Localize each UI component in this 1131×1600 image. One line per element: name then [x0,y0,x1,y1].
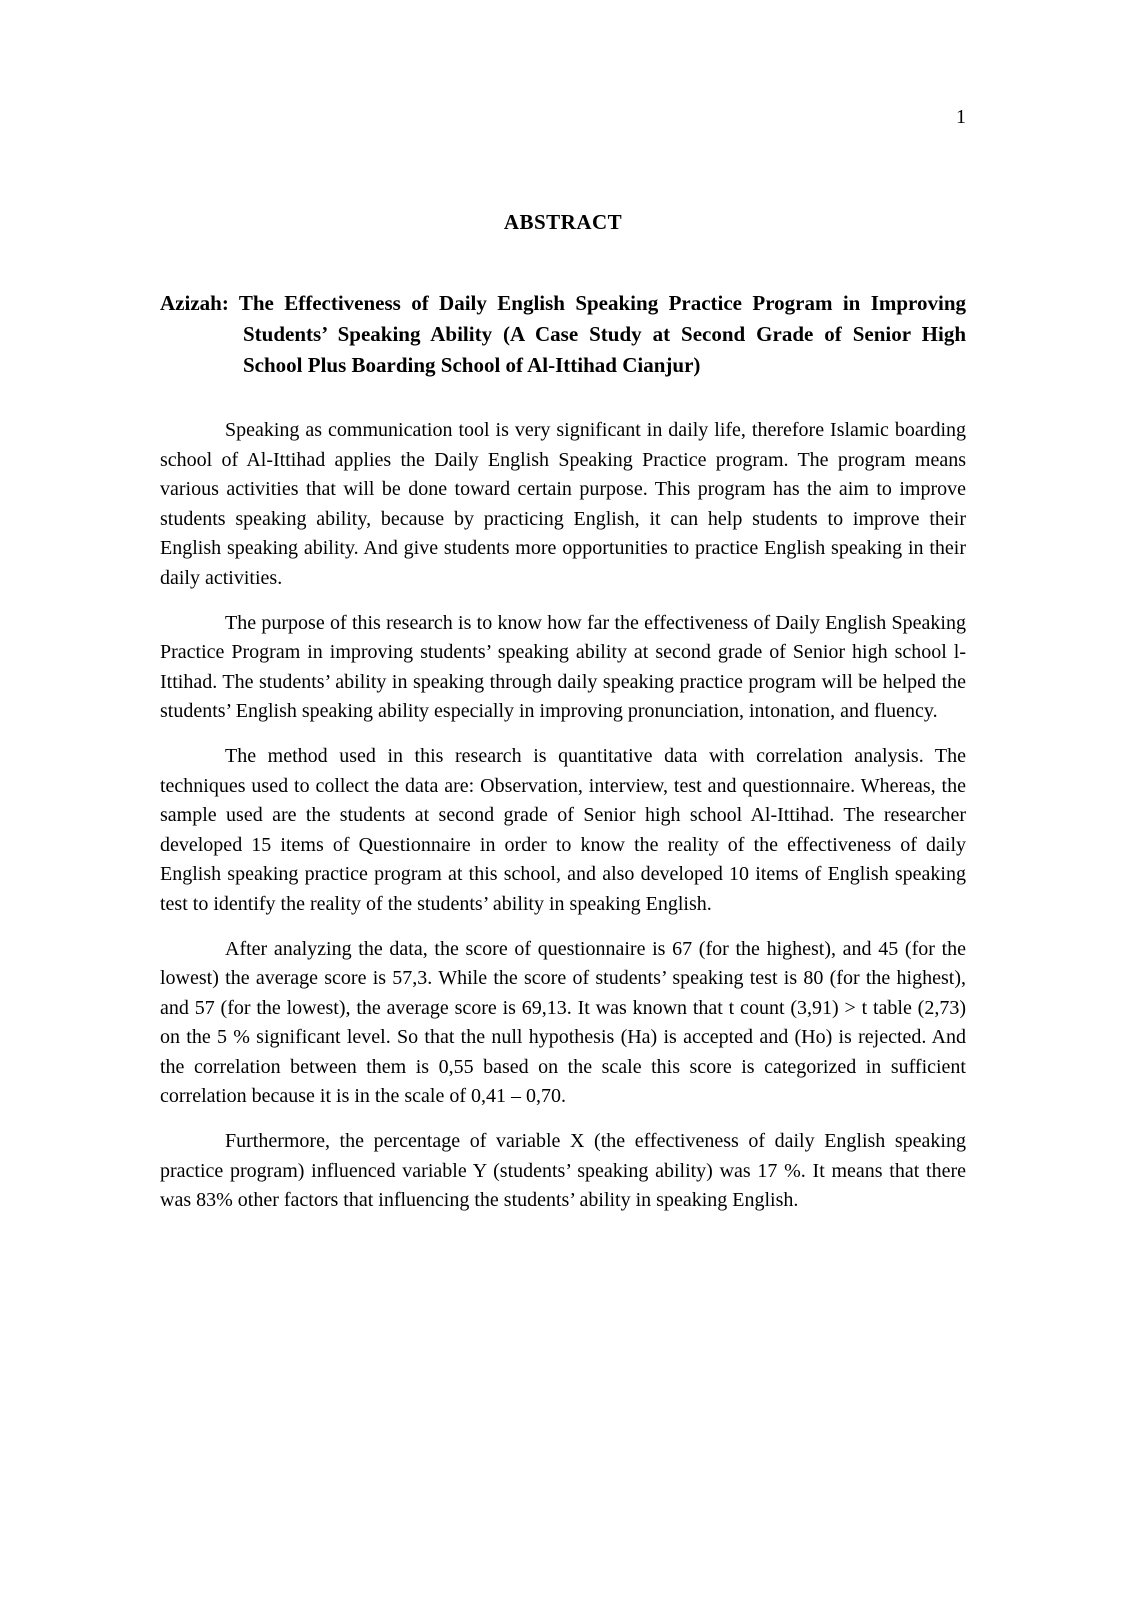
abstract-paragraph-5: Furthermore, the percentage of variable X (the effectiveness of daily English speaking practice program) influenced variable Y (students’ speaking ability) was 17 %. It means that there was 83% other factors that influencing the students’ ability in speaking English. [160,1130,966,1212]
page-number: 1 [956,106,966,128]
thesis-title-author-label: Azizah: [160,291,229,315]
abstract-paragraph-4: After analyzing the data, the score of questionnaire is 67 (for the highest), and 45 (for the lowest) the average score is 57,3. While the score of students’ speaking test is 80 (for the highest), and 57 (for the lowest), the average score is 69,13. It was known that t count (3,91) > t table (2,73) on the 5 % significant level. So that the null hypothesis (Ha) is accepted and (Ho) is rejected. And the correlation between them is 0,55 based on the scale this score is categorized in sufficient correlation because it is in the scale of 0,41 – 0,70. [160,937,966,1108]
thesis-title [160,288,966,381]
thesis-title-text: The Effectiveness of Daily English Speaking Practice Program in Improving Students’ Speaking Ability (A Case Study at Second Grade of Senior High School Plus Boarding School of Al-Ittihad Cianjur) [238,291,966,377]
abstract-paragraph-2: The purpose of this research is to know how far the effectiveness of Daily English Speaking Practice Program in improving students’ speaking ability at second grade of Senior high school l-Ittihad. The students’ ability in speaking through daily speaking practice program will be helped the students’ English speaking ability especially in improving pronunciation, intonation, and fluency. [160,611,966,723]
abstract-paragraph-1: Speaking as communication tool is very significant in daily life, therefore Islamic boarding school of Al-Ittihad applies the Daily English Speaking Practice program. The program means various activities that will be done toward certain purpose. This program has the aim to improve students speaking ability, because by practicing English, it can help students to improve their English speaking ability. And give students more opportunities to practice English speaking in their daily activities. [160,419,966,589]
abstract-heading: ABSTRACT [503,210,623,234]
abstract-body [160,416,966,1231]
abstract-paragraph-3: The method used in this research is quantitative data with correlation analysis. The techniques used to collect the data are: Observation, interview, test and questionnaire. Whereas, the sample used are the students at second grade of Senior high school Al-Ittihad. The researcher developed 15 items of Questionnaire in order to know the reality of the effectiveness of daily English speaking practice program at this school, and also developed 10 items of English speaking test to identify the reality of the students’ ability in speaking English. [160,744,966,915]
